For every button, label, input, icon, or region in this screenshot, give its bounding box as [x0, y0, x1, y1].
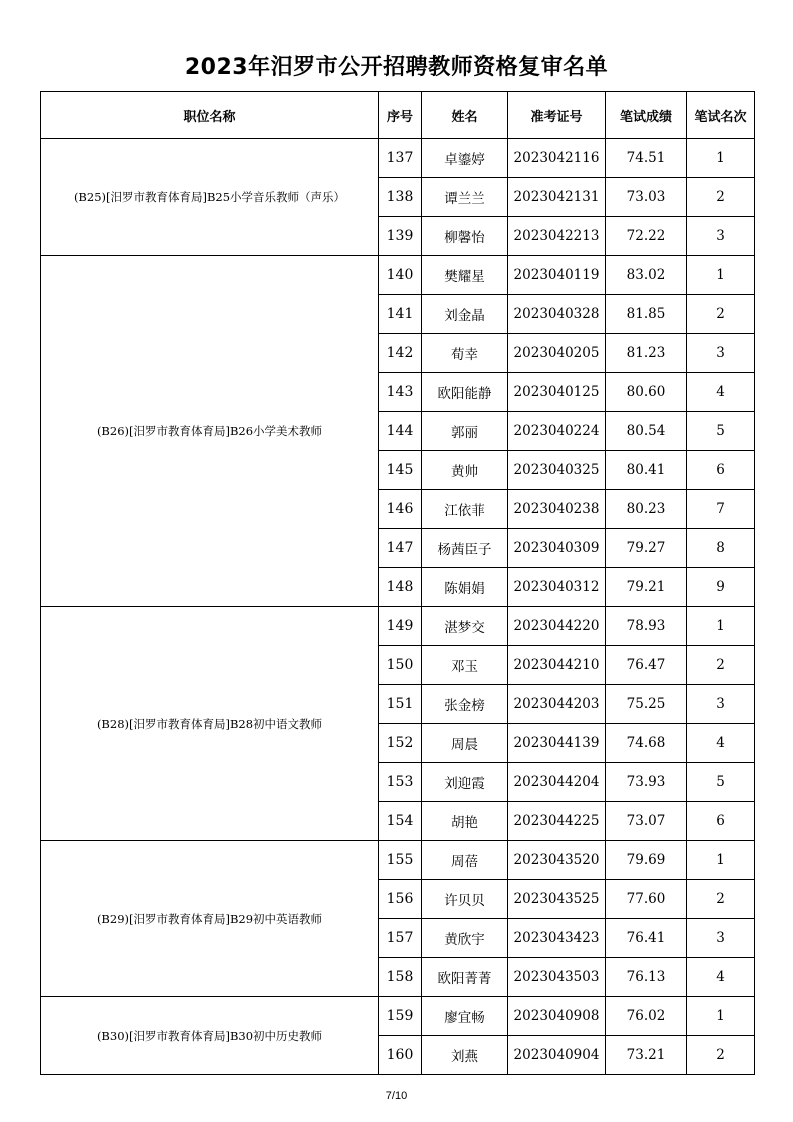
score-cell: 74.51: [606, 139, 687, 178]
rank-cell: 1: [687, 256, 755, 295]
rank-cell: 2: [687, 178, 755, 217]
name-cell: 刘燕: [422, 1036, 508, 1075]
seq-cell: 154: [379, 802, 422, 841]
seq-cell: 147: [379, 529, 422, 568]
position-cell: (B26)[汨罗市教育体育局]B26小学美术教师: [41, 256, 379, 607]
ticket-cell: 2023044139: [508, 724, 606, 763]
name-cell: 欧阳能静: [422, 373, 508, 412]
ticket-cell: 2023040205: [508, 334, 606, 373]
table-row: [41, 997, 755, 1036]
score-cell: 77.60: [606, 880, 687, 919]
name-cell: 郭丽: [422, 412, 508, 451]
ticket-cell: 2023042131: [508, 178, 606, 217]
rank-cell: 4: [687, 724, 755, 763]
score-cell: 79.21: [606, 568, 687, 607]
table-row: [41, 607, 755, 646]
ticket-cell: 2023040908: [508, 997, 606, 1036]
score-cell: 73.03: [606, 178, 687, 217]
seq-cell: 153: [379, 763, 422, 802]
score-cell: 80.60: [606, 373, 687, 412]
seq-cell: 138: [379, 178, 422, 217]
table-row: [41, 256, 755, 295]
rank-cell: 2: [687, 646, 755, 685]
name-cell: 陈娟娟: [422, 568, 508, 607]
rank-cell: 3: [687, 919, 755, 958]
score-cell: 76.13: [606, 958, 687, 997]
ticket-cell: 2023040224: [508, 412, 606, 451]
seq-cell: 157: [379, 919, 422, 958]
seq-cell: 149: [379, 607, 422, 646]
ticket-cell: 2023040125: [508, 373, 606, 412]
name-cell: 江依菲: [422, 490, 508, 529]
header-name: 姓名: [422, 92, 508, 139]
seq-cell: 155: [379, 841, 422, 880]
name-cell: 刘金晶: [422, 295, 508, 334]
seq-cell: 137: [379, 139, 422, 178]
rank-cell: 2: [687, 880, 755, 919]
position-cell: (B30)[汨罗市教育体育局]B30初中历史教师: [41, 997, 379, 1075]
name-cell: 刘迎霞: [422, 763, 508, 802]
score-cell: 80.41: [606, 451, 687, 490]
score-cell: 79.69: [606, 841, 687, 880]
score-cell: 76.02: [606, 997, 687, 1036]
score-cell: 83.02: [606, 256, 687, 295]
score-cell: 76.41: [606, 919, 687, 958]
document-title: 2023年汨罗市公开招聘教师资格复审名单: [184, 55, 609, 80]
name-cell: 张金榜: [422, 685, 508, 724]
ticket-cell: 2023044210: [508, 646, 606, 685]
seq-cell: 140: [379, 256, 422, 295]
seq-cell: 148: [379, 568, 422, 607]
rank-cell: 1: [687, 841, 755, 880]
seq-cell: 139: [379, 217, 422, 256]
seq-cell: 158: [379, 958, 422, 997]
name-cell: 周晨: [422, 724, 508, 763]
seq-cell: 160: [379, 1036, 422, 1075]
name-cell: 周蓓: [422, 841, 508, 880]
seq-cell: 144: [379, 412, 422, 451]
header-ticket: 准考证号: [508, 92, 606, 139]
seq-cell: 151: [379, 685, 422, 724]
header-score: 笔试成绩: [606, 92, 687, 139]
header-seq: 序号: [379, 92, 422, 139]
ticket-cell: 2023040325: [508, 451, 606, 490]
name-cell: 卓鎏婷: [422, 139, 508, 178]
name-cell: 谭兰兰: [422, 178, 508, 217]
ticket-cell: 2023044225: [508, 802, 606, 841]
table-row: [41, 139, 755, 178]
rank-cell: 9: [687, 568, 755, 607]
name-cell: 廖宜畅: [422, 997, 508, 1036]
position-cell: (B25)[汨罗市教育体育局]B25小学音乐教师（声乐）: [41, 139, 379, 256]
score-cell: 81.85: [606, 295, 687, 334]
ticket-cell: 2023040328: [508, 295, 606, 334]
position-cell: (B28)[汨罗市教育体育局]B28初中语文教师: [41, 607, 379, 841]
name-cell: 邓玉: [422, 646, 508, 685]
seq-cell: 150: [379, 646, 422, 685]
rank-cell: 1: [687, 139, 755, 178]
rank-cell: 2: [687, 295, 755, 334]
rank-cell: 5: [687, 763, 755, 802]
rank-cell: 7: [687, 490, 755, 529]
score-cell: 76.47: [606, 646, 687, 685]
seq-cell: 143: [379, 373, 422, 412]
seq-cell: 146: [379, 490, 422, 529]
score-cell: 73.07: [606, 802, 687, 841]
name-cell: 黄欣宇: [422, 919, 508, 958]
page-number: 7/10: [385, 1090, 408, 1102]
name-cell: 杨茜臣子: [422, 529, 508, 568]
score-cell: 80.54: [606, 412, 687, 451]
header-rank: 笔试名次: [687, 92, 755, 139]
ticket-cell: 2023044204: [508, 763, 606, 802]
seq-cell: 156: [379, 880, 422, 919]
seq-cell: 152: [379, 724, 422, 763]
ticket-cell: 2023043525: [508, 880, 606, 919]
table-header-row: [41, 92, 755, 139]
rank-cell: 3: [687, 217, 755, 256]
ticket-cell: 2023043423: [508, 919, 606, 958]
name-cell: 黄帅: [422, 451, 508, 490]
rank-cell: 5: [687, 412, 755, 451]
ticket-cell: 2023043520: [508, 841, 606, 880]
ticket-cell: 2023040119: [508, 256, 606, 295]
ticket-cell: 2023040309: [508, 529, 606, 568]
rank-cell: 1: [687, 607, 755, 646]
ticket-cell: 2023044220: [508, 607, 606, 646]
name-cell: 荀幸: [422, 334, 508, 373]
table-body: [41, 139, 755, 1075]
rank-cell: 1: [687, 997, 755, 1036]
rank-cell: 4: [687, 373, 755, 412]
rank-cell: 4: [687, 958, 755, 997]
ticket-cell: 2023040238: [508, 490, 606, 529]
rank-cell: 3: [687, 334, 755, 373]
ticket-cell: 2023042213: [508, 217, 606, 256]
name-cell: 欧阳菁菁: [422, 958, 508, 997]
table-row: [41, 841, 755, 880]
score-cell: 73.93: [606, 763, 687, 802]
seq-cell: 159: [379, 997, 422, 1036]
name-cell: 胡艳: [422, 802, 508, 841]
ticket-cell: 2023042116: [508, 139, 606, 178]
score-cell: 74.68: [606, 724, 687, 763]
ticket-cell: 2023040904: [508, 1036, 606, 1075]
score-cell: 72.22: [606, 217, 687, 256]
rank-cell: 2: [687, 1036, 755, 1075]
header-position: 职位名称: [41, 92, 379, 139]
seq-cell: 141: [379, 295, 422, 334]
score-cell: 73.21: [606, 1036, 687, 1075]
ticket-cell: 2023043503: [508, 958, 606, 997]
score-cell: 79.27: [606, 529, 687, 568]
ticket-cell: 2023040312: [508, 568, 606, 607]
seq-cell: 145: [379, 451, 422, 490]
rank-cell: 3: [687, 685, 755, 724]
name-cell: 许贝贝: [422, 880, 508, 919]
ticket-cell: 2023044203: [508, 685, 606, 724]
seq-cell: 142: [379, 334, 422, 373]
name-cell: 柳馨怡: [422, 217, 508, 256]
results-table: [40, 91, 755, 1075]
name-cell: 湛梦交: [422, 607, 508, 646]
score-cell: 78.93: [606, 607, 687, 646]
rank-cell: 6: [687, 802, 755, 841]
name-cell: 樊耀星: [422, 256, 508, 295]
score-cell: 80.23: [606, 490, 687, 529]
score-cell: 75.25: [606, 685, 687, 724]
rank-cell: 8: [687, 529, 755, 568]
position-cell: (B29)[汨罗市教育体育局]B29初中英语教师: [41, 841, 379, 997]
rank-cell: 6: [687, 451, 755, 490]
score-cell: 81.23: [606, 334, 687, 373]
